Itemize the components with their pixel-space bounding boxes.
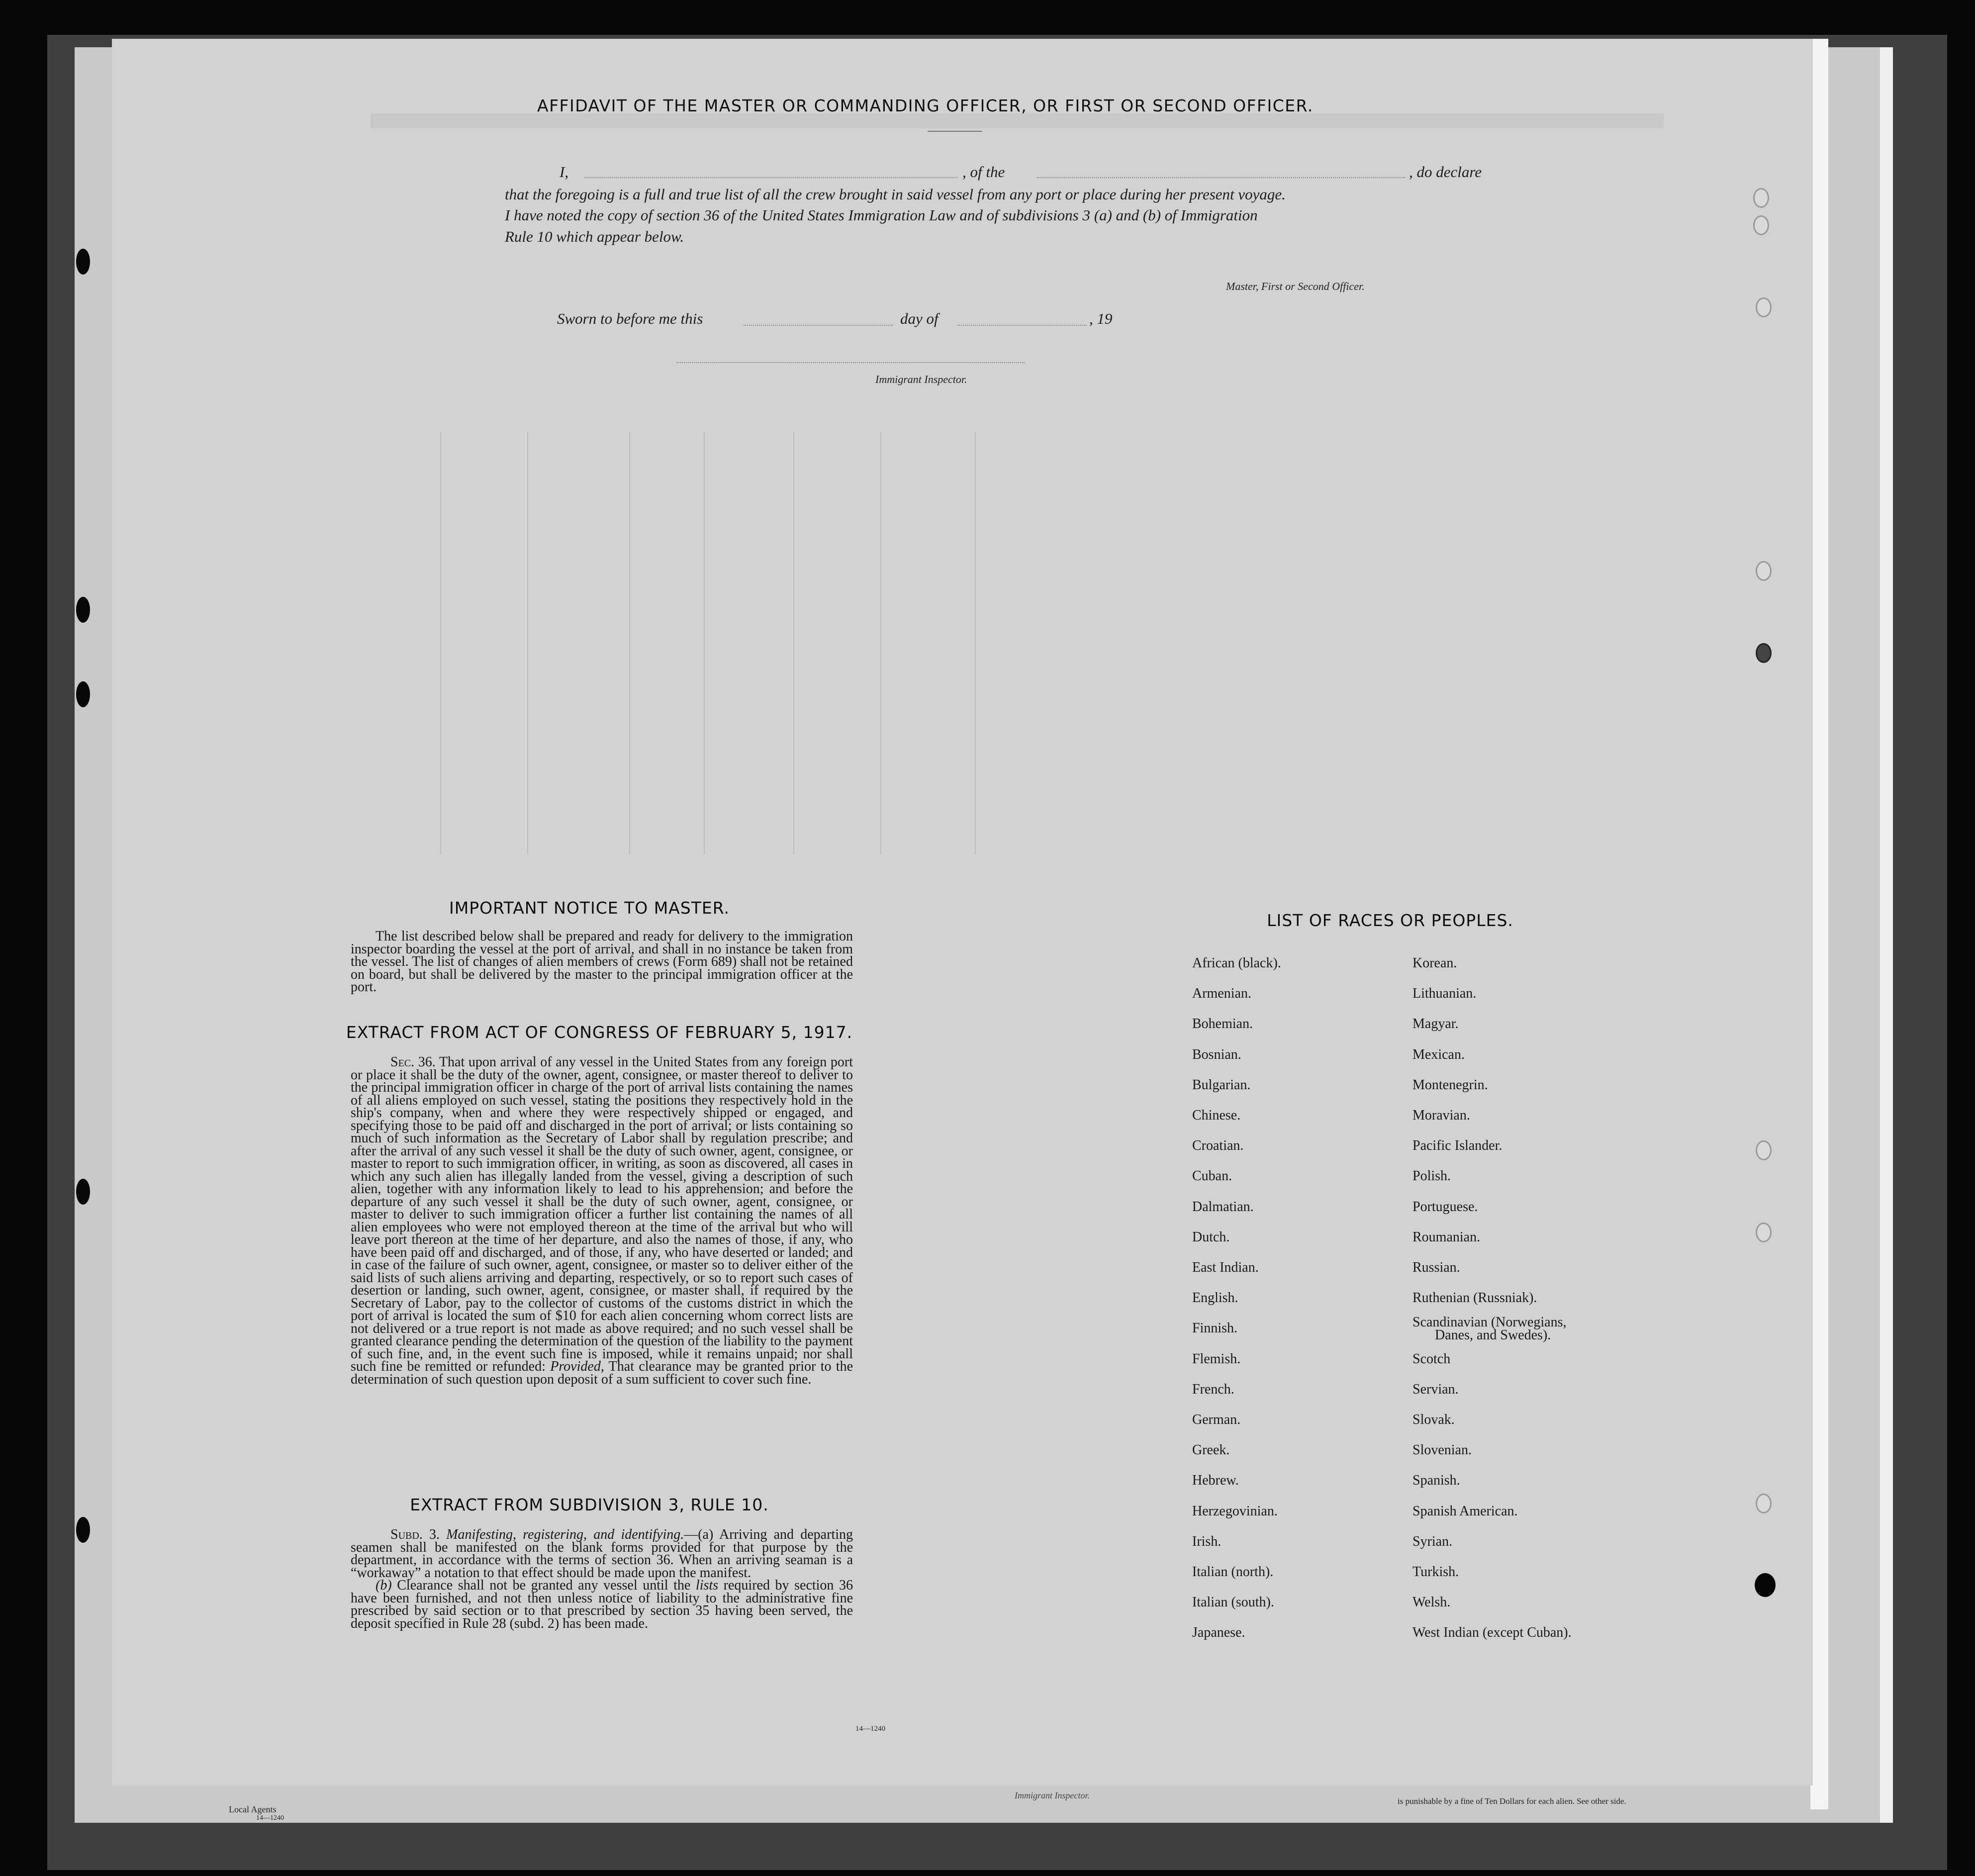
affidavit-line-4: Rule 10 which appear below.	[505, 228, 684, 245]
race-item-right: Ruthenian (Russniak).	[1412, 1290, 1537, 1306]
punch-hole-icon	[1756, 1222, 1772, 1242]
race-item-right: Welsh.	[1412, 1595, 1451, 1610]
race-item-right: Servian.	[1412, 1381, 1459, 1397]
race-item-left: Dutch.	[1192, 1229, 1230, 1245]
day-of-label: day of	[900, 310, 939, 327]
race-item-right: Russian.	[1412, 1260, 1460, 1275]
punch-hole-icon	[1756, 297, 1772, 317]
punch-hole-icon	[76, 249, 90, 275]
race-item-left: Irish.	[1192, 1533, 1222, 1549]
act-sec-label: Sec. 36.	[390, 1054, 436, 1070]
race-item-left: Hebrew.	[1192, 1473, 1239, 1489]
sworn-day-line	[744, 325, 893, 326]
race-item-right: Magyar.	[1412, 1016, 1459, 1032]
race-item-right: Montenegrin.	[1412, 1077, 1488, 1093]
race-item-left: Bulgarian.	[1192, 1077, 1251, 1093]
race-item-right: Pacific Islander.	[1412, 1138, 1503, 1154]
punch-hole-icon	[76, 681, 90, 707]
race-item-left: Flemish.	[1192, 1351, 1241, 1367]
rule-para-b-1: Clearance shall not be granted any vessel until the	[397, 1578, 691, 1593]
bleed-through-heading	[371, 113, 1664, 128]
notice-text	[351, 930, 853, 994]
race-item-left: English.	[1192, 1290, 1238, 1306]
race-item-right: Slovak.	[1412, 1412, 1455, 1427]
rule-para-b-lists: lists	[695, 1578, 719, 1593]
race-item-right: West Indian (except Cuban).	[1412, 1625, 1572, 1641]
punch-hole-icon	[76, 597, 90, 623]
bleed-through-rule	[440, 432, 441, 854]
race-item-left: Greek.	[1192, 1442, 1230, 1458]
of-the-label: , of the	[962, 163, 1005, 181]
race-item-right: Spanish American.	[1412, 1503, 1518, 1519]
race-item-left: Dalmatian.	[1192, 1199, 1254, 1215]
race-item-left: Chinese.	[1192, 1108, 1241, 1123]
race-item-right: Polish.	[1412, 1168, 1451, 1184]
race-item-left: Cuban.	[1192, 1168, 1232, 1184]
affidavit-line-2: that the foregoing is a full and true list of all the crew brought in said vessel from any port or place during her present voyage.	[505, 186, 1286, 203]
race-item-left: Italian (north).	[1192, 1564, 1274, 1580]
race-item-right: Korean.	[1412, 955, 1457, 971]
race-item-left: East Indian.	[1192, 1260, 1259, 1275]
rule-text	[351, 1528, 853, 1630]
vessel-name-line	[1037, 177, 1405, 178]
rule-para-b-2: required by section 36 have been furnished, and not then unless notice of liability to the administrative fine prescribed by said section or to that prescribed by section 35 having been served, the deposit specified in Rule 28 (subd. 2) has been made.	[351, 1578, 853, 1631]
rule-para-a-label: —(a)	[684, 1527, 714, 1542]
affidavit-line-3: I have noted the copy of section 36 of the United States Immigration Law and of subdivisions 3 (a) and (b) of Immigration	[505, 206, 1258, 224]
race-item-left: Japanese.	[1192, 1625, 1245, 1641]
race-item-left: Armenian.	[1192, 986, 1251, 1002]
race-item-right: Mexican.	[1412, 1046, 1465, 1062]
punch-hole-icon	[1753, 215, 1769, 235]
race-item-left: Italian (south).	[1192, 1595, 1274, 1610]
punch-hole-icon	[76, 1517, 90, 1543]
race-item-right: Danes, and Swedes).	[1435, 1327, 1551, 1343]
race-item-right: Scandinavian (Norwegians,	[1412, 1314, 1567, 1330]
affidavit-title: AFFIDAVIT OF THE MASTER OR COMMANDING OFFICER, OR FIRST OR SECOND OFFICER.	[537, 96, 1314, 115]
act-title: EXTRACT FROM ACT OF CONGRESS OF FEBRUARY 5, 1917.	[346, 1023, 853, 1042]
rule-title: EXTRACT FROM SUBDIVISION 3, RULE 10.	[410, 1495, 769, 1514]
affiant-name-line	[584, 177, 957, 178]
notice-body: The list described below shall be prepared and ready for delivery to the immigration inspector boarding the vessel at the port of arrival, and shall in no instance be taken from the vessel. The list of changes of alien members of crews (Form 689) shall not be retained on board, but shall be delivered by the master to the principal immigration officer at the port.	[351, 929, 853, 995]
race-item-right: Roumanian.	[1412, 1229, 1481, 1245]
race-item-right: Syrian.	[1412, 1533, 1453, 1549]
affiant-prefix: I,	[560, 163, 569, 181]
rule-subd-heading: Manifesting, registering, and identifying.	[446, 1527, 684, 1542]
race-item-left: Herzegovinian.	[1192, 1503, 1278, 1519]
under-form-number: 14—1240	[256, 1814, 284, 1822]
notice-title: IMPORTANT NOTICE TO MASTER.	[449, 898, 730, 918]
race-item-right: Slovenian.	[1412, 1442, 1472, 1458]
race-item-left: African (black).	[1192, 955, 1281, 971]
bleed-through-rule	[704, 432, 705, 854]
punch-hole-icon	[1753, 188, 1769, 208]
race-item-left: Croatian.	[1192, 1138, 1244, 1154]
race-item-right: Moravian.	[1412, 1108, 1470, 1123]
declare-label: , do declare	[1409, 163, 1482, 181]
punch-hole-icon	[1756, 561, 1772, 581]
punch-hole-icon	[1756, 1494, 1772, 1513]
bleed-through-rule	[975, 432, 976, 854]
title-rule	[928, 131, 982, 132]
form-page	[112, 39, 1813, 1785]
race-item-left: Bohemian.	[1192, 1016, 1253, 1032]
race-item-left: French.	[1192, 1381, 1234, 1397]
year-label: , 19	[1089, 310, 1113, 327]
rule-para-a: Arriving and departing seamen shall be manifested on the blank forms provided for that purpose by the department, in accordance with the terms of section 36. When an arriving seaman is a “workaway” a notation to that effect should be made upon the manifest.	[351, 1527, 853, 1581]
act-provided-label: Provided,	[550, 1359, 604, 1374]
inspector-signature-label: Immigrant Inspector.	[875, 373, 967, 385]
race-item-right: Turkish.	[1412, 1564, 1459, 1580]
rule-subd-label: Subd. 3.	[390, 1527, 440, 1542]
master-signature-label: Master, First or Second Officer.	[1226, 280, 1365, 292]
page-edge	[1810, 39, 1828, 1809]
race-item-left: German.	[1192, 1412, 1241, 1427]
race-item-left: Finnish.	[1192, 1320, 1238, 1336]
fine-note: is punishable by a fine of Ten Dollars for each alien. See other side.	[1398, 1796, 1626, 1806]
race-item-right: Portuguese.	[1412, 1199, 1478, 1215]
bleed-through-rule	[629, 432, 630, 854]
punch-hole-icon	[76, 1179, 90, 1205]
rule-para-b-label: (b)	[376, 1578, 392, 1593]
local-agents-label: Local Agents	[229, 1804, 277, 1814]
punch-hole-icon	[1756, 1140, 1772, 1160]
punch-hole-icon	[1755, 1573, 1776, 1597]
sworn-month-line	[957, 325, 1087, 326]
bleed-through-rule	[527, 432, 528, 854]
races-title: LIST OF RACES OR PEOPLES.	[1267, 911, 1513, 930]
inspector-signature-line	[676, 362, 1025, 363]
bleed-through-rule	[880, 432, 881, 854]
act-text	[351, 1056, 853, 1386]
bleed-through-rule	[793, 432, 794, 854]
form-number: 14—1240	[855, 1725, 885, 1733]
punch-hole-icon	[1756, 643, 1772, 663]
act-body-end: That clearance may be granted prior to the determination of such question upon deposit of a sum sufficient to cover such fine.	[351, 1359, 853, 1387]
under-inspector-label: Immigrant Inspector.	[1015, 1790, 1090, 1800]
race-item-left: Bosnian.	[1192, 1046, 1241, 1062]
act-body: That upon arrival of any vessel in the United States from any foreign port or place it shall be the duty of the owner, agent, consignee, or master thereof to deliver to the principal immigration officer in charge of the port of arrival lists containing the names of all aliens employed on such vessel, stating the positions they respectively hold in the ship's company, when and where they were respectively shipped or engaged, and specifying those to be paid off and discharged in the port of arrival; or lists containing so much of such information as the Secretary of Labor shall by regulation prescribe; and after the arrival of any such vessel it shall be the duty of such owner, agent, consignee, or master to report to such immigration officer, in writing, as soon as discovered, all cases in which any such alien has illegally landed from the vessel, giving a description of such alien, together with any information likely to lead to his apprehension; and before the departure of any such vessel it shall be the duty of such owner, agent, consignee, or master to deliver to such immigration officer a further list containing the names of all alien employees who were not employed thereon at the time of the arrival but who will leave port thereon at the time of her departure, and also the names of those, if any, who have been paid off and discharged, and of those, if any, who have deserted or landed; and in case of the failure of such owner, agent, consignee, or master so to deliver either of the said lists of such aliens arriving and departing, respectively, or so to report such cases of desertion or landing, such owner, agent, consignee, or master shall, if required by the Secretary of Labor, pay to the collector of customs of the customs district in which the port of arrival is located the sum of $10 for each alien concerning whom correct lists are not delivered or a true report is not made as above required; and no such vessel shall be granted clearance pending the determination of the question of the liability to the payment of such fine, and, in the event such fine is imposed, while it remains unpaid; nor shall such fine be remitted or refunded:	[351, 1054, 853, 1374]
sworn-label: Sworn to before me this	[557, 310, 703, 327]
race-item-right: Scotch	[1412, 1351, 1451, 1367]
race-item-right: Lithuanian.	[1412, 986, 1477, 1002]
race-item-right: Spanish.	[1412, 1473, 1460, 1489]
